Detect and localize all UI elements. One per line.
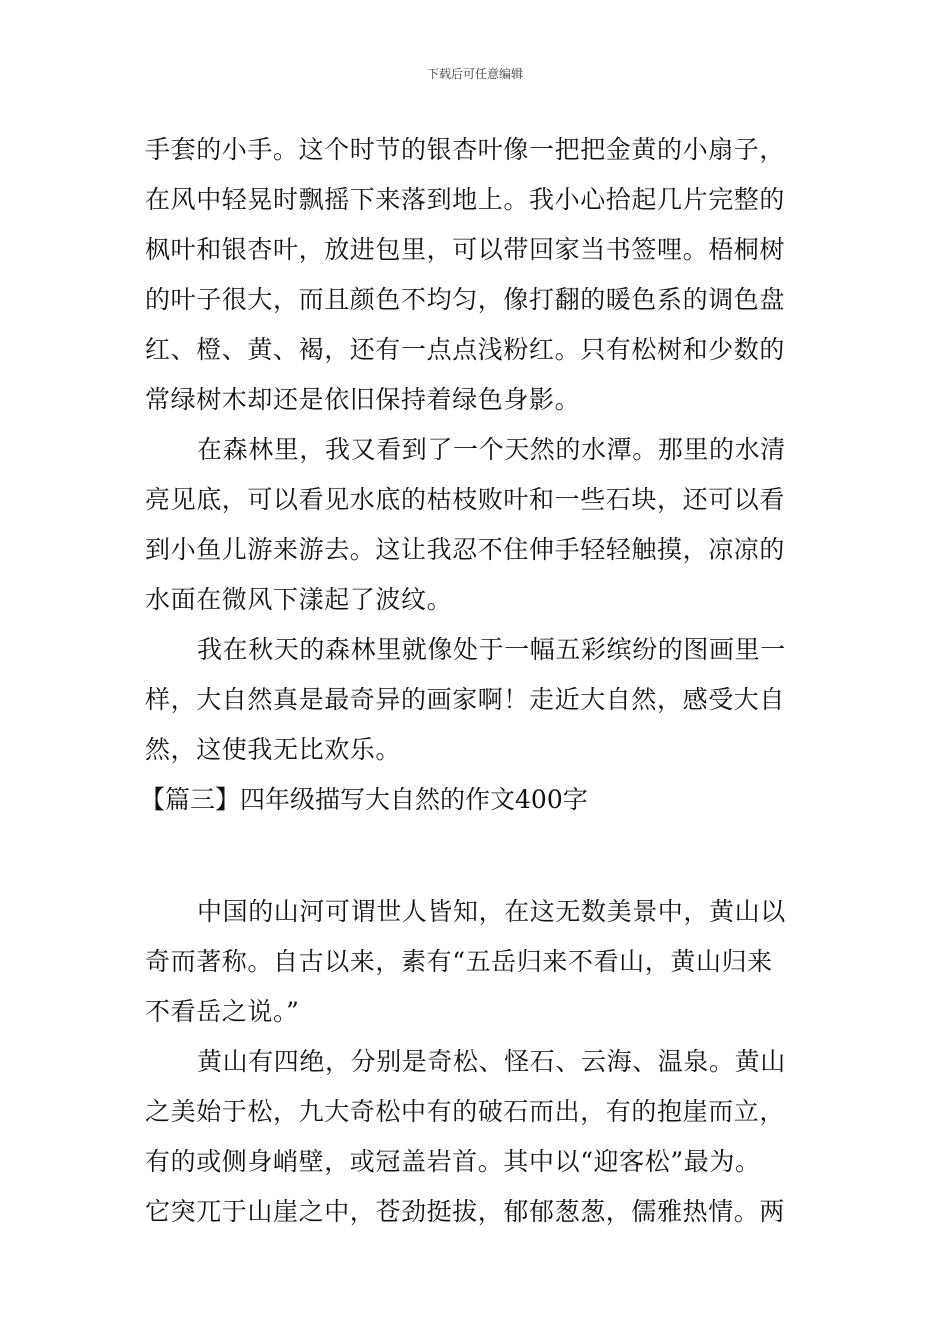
text-line: 手套的小手。这个时节的银杏叶像一把把金黄的小扇子， — [145, 135, 786, 164]
text-line: 我在秋天的森林里就像处于一幅五彩缤纷的图画里一 — [197, 635, 786, 664]
paragraph-1 — [145, 125, 815, 425]
text-line: 样，大自然真是最奇异的画家啊！走近大自然，感受大自 — [145, 685, 786, 714]
text-line: 亮见底，可以看见水底的枯枝败叶和一些石块，还可以看 — [145, 485, 786, 514]
paragraph-2 — [145, 425, 815, 625]
text-line: 红、橙、黄、褐，还有一点点浅粉红。只有松树和少数的 — [145, 335, 786, 364]
section-heading: 【篇三】四年级描写大自然的作文400字 — [140, 785, 588, 814]
text-line: 的叶子很大，而且颜色不均匀，像打翻的暖色系的调色盘 — [145, 285, 786, 314]
text-line: 黄山有四绝，分别是奇松、怪石、云海、温泉。黄山 — [197, 1047, 786, 1076]
text-line: 枫叶和银杏叶，放进包里，可以带回家当书签哩。梧桐树 — [145, 235, 786, 264]
text-line: 不看岳之说。” — [145, 997, 300, 1026]
document-body — [140, 125, 815, 1237]
header-note: 下载后可任意编辑 — [426, 67, 523, 81]
text-line: 之美始于松，九大奇松中有的破石而出，有的抱崖而立， — [145, 1097, 786, 1126]
paragraph-3 — [145, 625, 815, 775]
text-line: 中国的山河可谓世人皆知，在这无数美景中，黄山以 — [197, 897, 786, 926]
text-line: 常绿树木却还是依旧保持着绿色身影。 — [145, 385, 581, 414]
text-line: 在森林里，我又看到了一个天然的水潭。那里的水清 — [197, 435, 786, 464]
blank-space — [145, 825, 815, 887]
text-line: 在风中轻晃时飘摇下来落到地上。我小心拾起几片完整的 — [145, 185, 786, 214]
text-line: 有的或侧身峭壁，或冠盖岩首。其中以“迎客松”最为。 — [145, 1147, 761, 1176]
text-line: 水面在微风下漾起了波纹。 — [145, 585, 453, 614]
text-line: 奇而著称。自古以来，素有“五岳归来不看山，黄山归来 — [145, 947, 773, 976]
text-line: 到小鱼儿游来游去。这让我忍不住伸手轻轻触摸，凉凉的 — [145, 535, 786, 564]
paragraph-5 — [145, 1037, 815, 1237]
text-line: 它突兀于山崖之中，苍劲挺拔，郁郁葱葱，儒雅热情。两 — [145, 1197, 786, 1226]
paragraph-4 — [145, 887, 815, 1037]
text-line: 然，这使我无比欢乐。 — [145, 735, 402, 764]
